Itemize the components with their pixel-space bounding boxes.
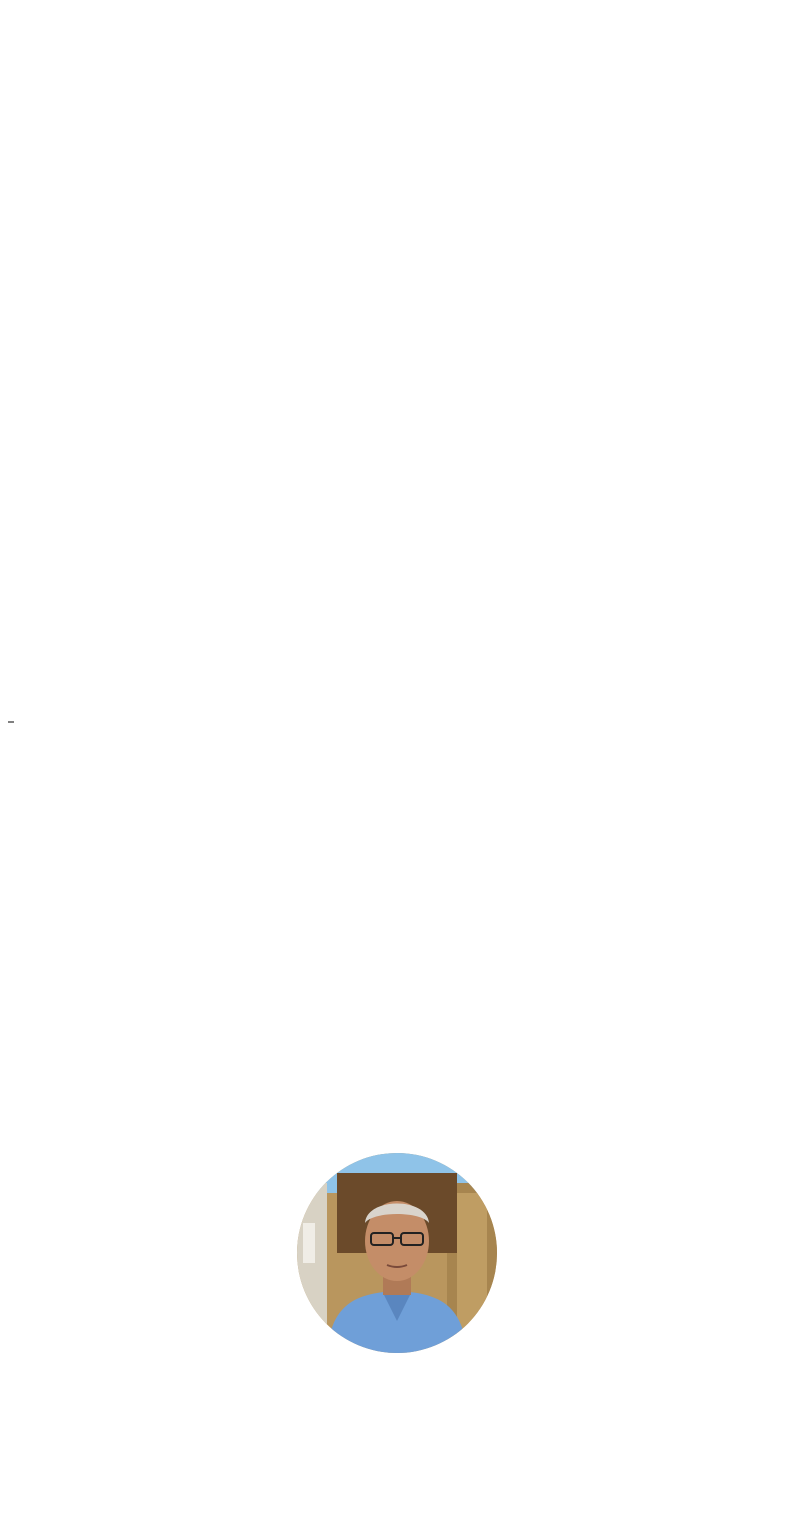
solution-text-clip — [8, 1112, 786, 1123]
probability-table — [8, 721, 14, 723]
author-photo-image — [297, 1153, 497, 1353]
author-photo — [297, 1153, 497, 1353]
